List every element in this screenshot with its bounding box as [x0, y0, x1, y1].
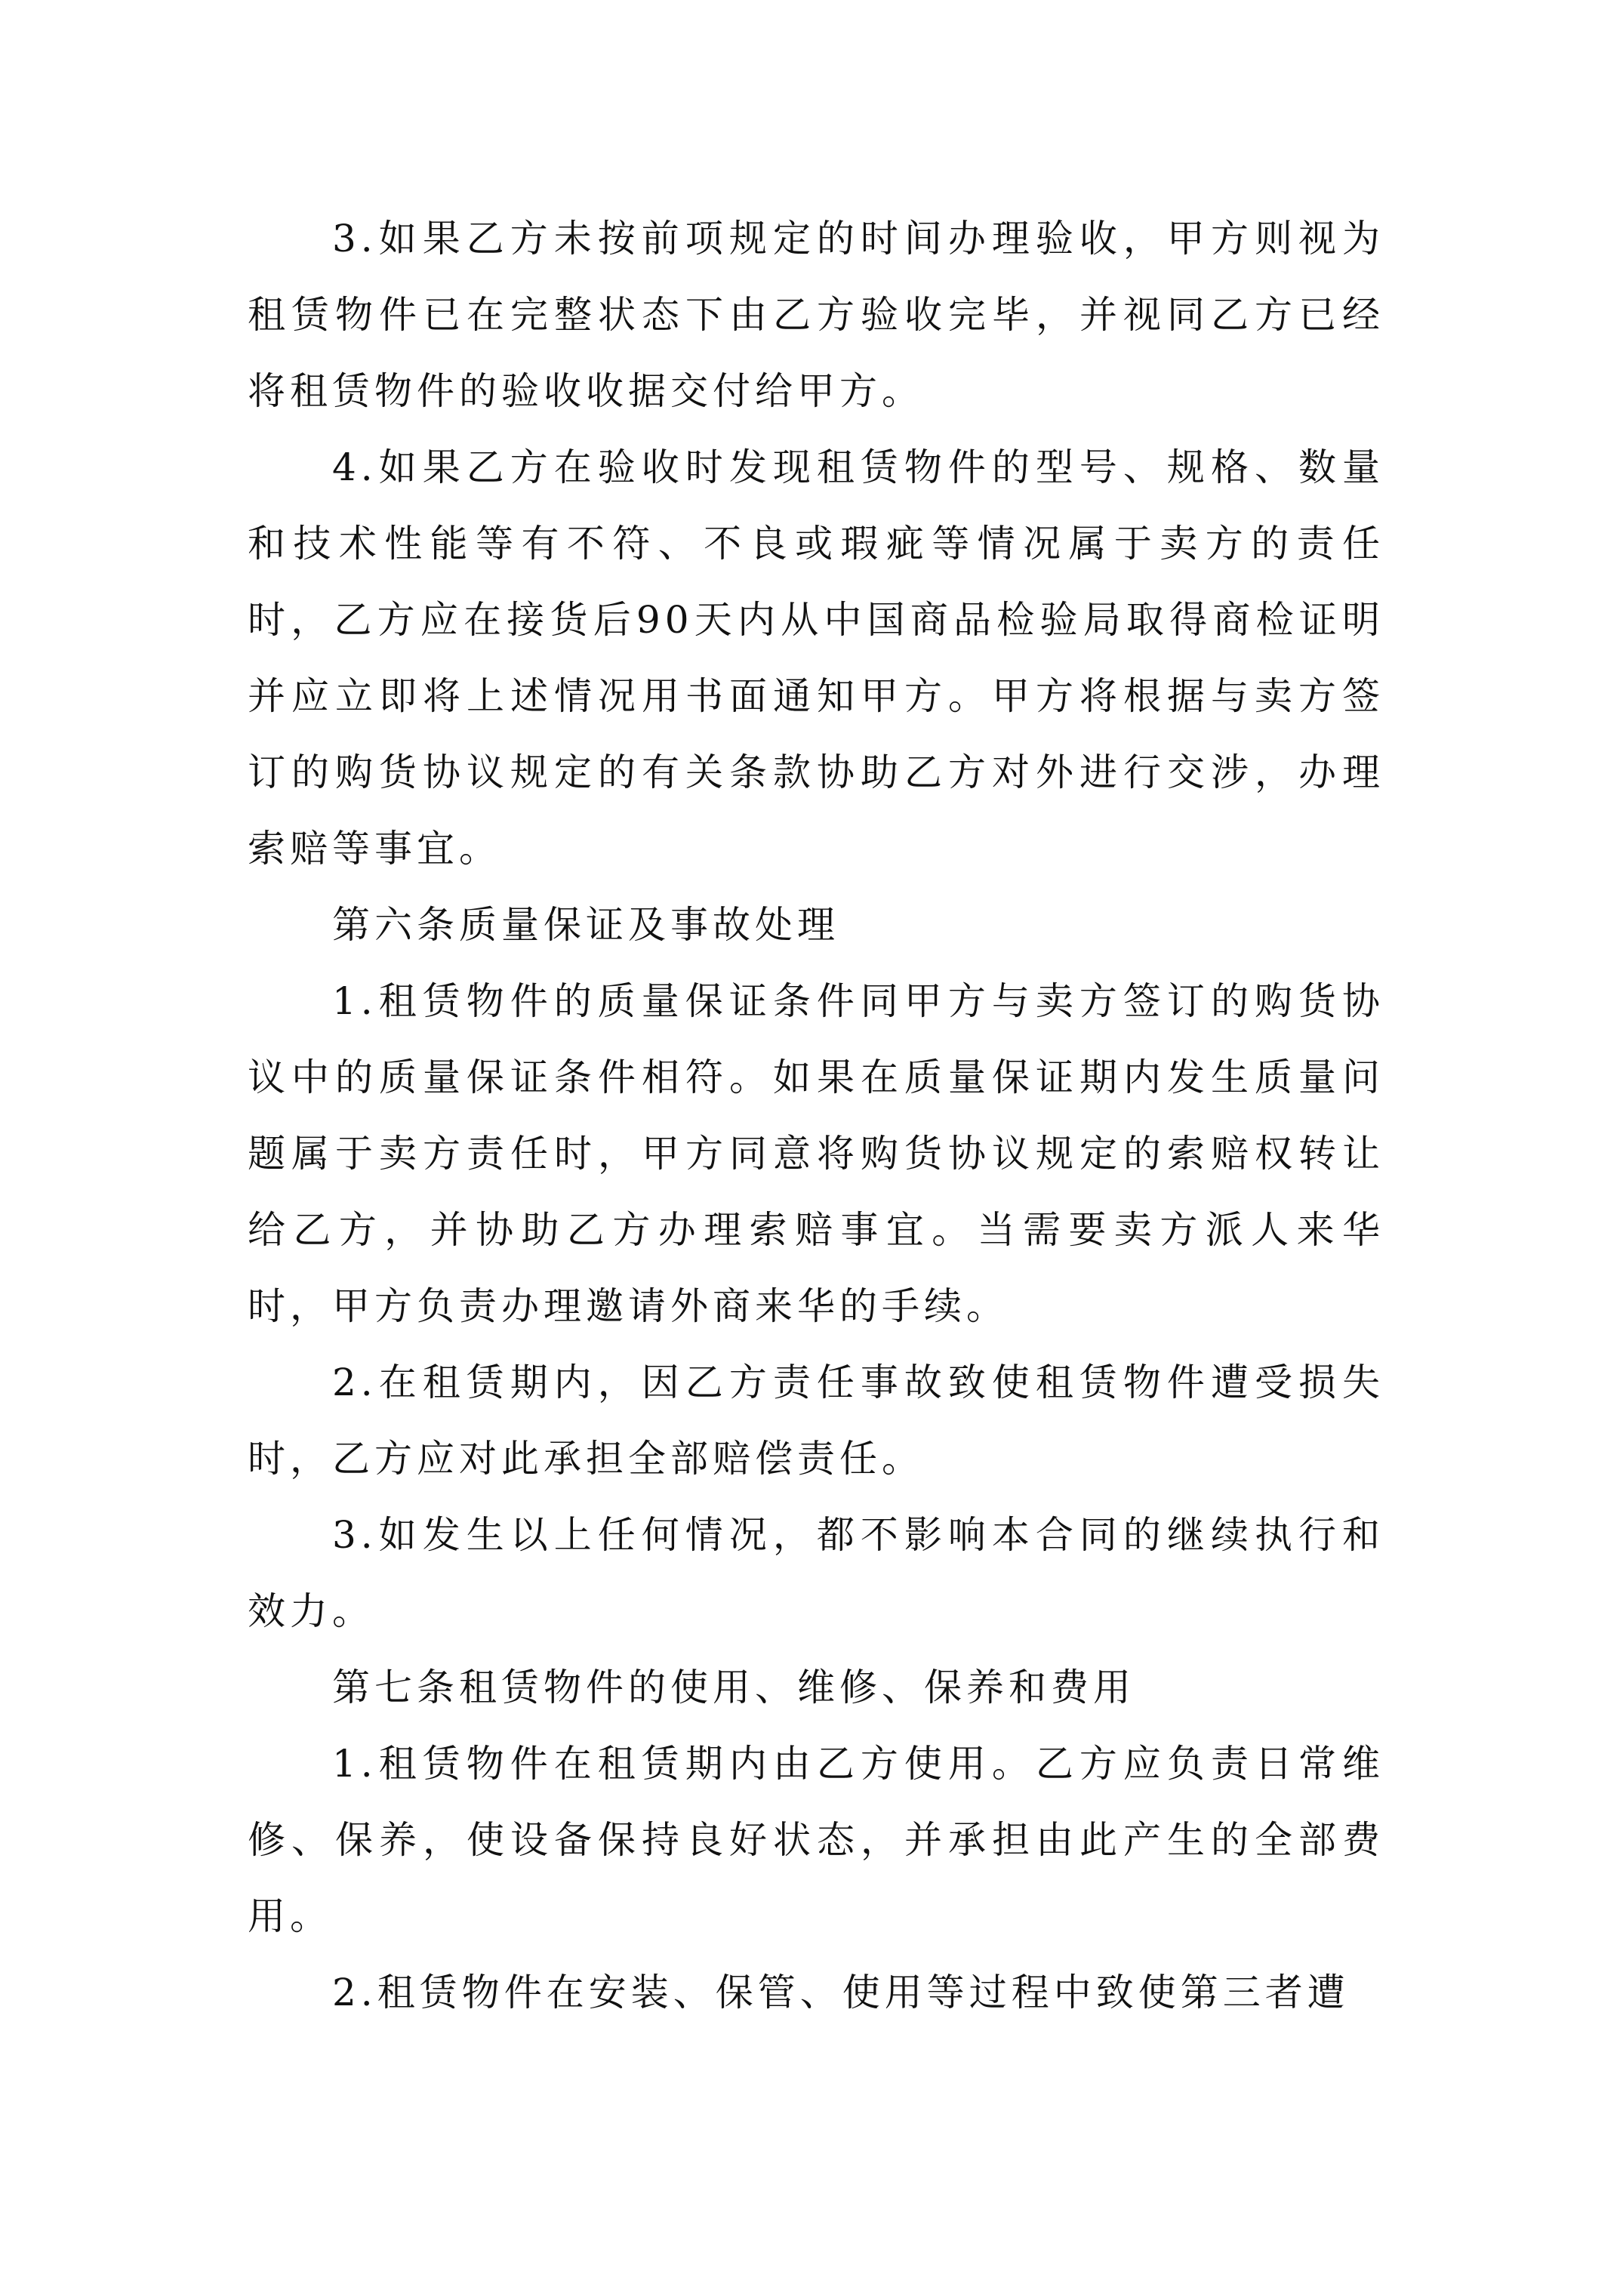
paragraph-acceptance-defects: 4.如果乙方在验收时发现租赁物件的型号、规格、数量和技术性能等有不符、不良或瑕疵等情况属于卖方的责任时，乙方应在接货后90天内从中国商品检验局取得商检证明并应立即将上述情况用书面通知甲方。甲方将根据与卖方签订的购货协议规定的有关条款协助乙方对外进行交涉，办理索赔等事宜。 [248, 445, 1384, 871]
paragraph-use-maintenance: 1.租赁物件在租赁期内由乙方使用。乙方应负责日常维修、保养，使设备保持良好状态，并承担由此产生的全部费用。 [248, 1742, 1384, 1938]
section-heading-article-7: 第七条租赁物件的使用、维修、保养和费用 [332, 1666, 1135, 1709]
document-body [248, 201, 1384, 2031]
paragraph-loss-liability: 2.在租赁期内，因乙方责任事故致使租赁物件遭受损失时，乙方应对此承担全部赔偿责任。 [248, 1361, 1384, 1481]
paragraph-third-party: 2.租赁物件在安装、保管、使用等过程中致使第三者遭 [332, 1971, 1350, 2014]
paragraph-contract-validity: 3.如发生以上任何情况，都不影响本合同的继续执行和效力。 [248, 1513, 1384, 1633]
section-heading-article-6: 第六条质量保证及事故处理 [332, 903, 839, 947]
paragraph-quality-warranty: 1.租赁物件的质量保证条件同甲方与卖方签订的购货协议中的质量保证条件相符。如果在质量保证期内发生质量问题属于卖方责任时，甲方同意将购货协议规定的索赔权转让给乙方，并协助乙方办理索赔事宜。当需要卖方派人来华时，甲方负责办理邀请外商来华的手续。 [248, 979, 1384, 1328]
paragraph-acceptance-deemed: 3.如果乙方未按前项规定的时间办理验收，甲方则视为租赁物件已在完整状态下由乙方验收完毕，并视同乙方已经将租赁物件的验收收据交付给甲方。 [248, 217, 1384, 413]
